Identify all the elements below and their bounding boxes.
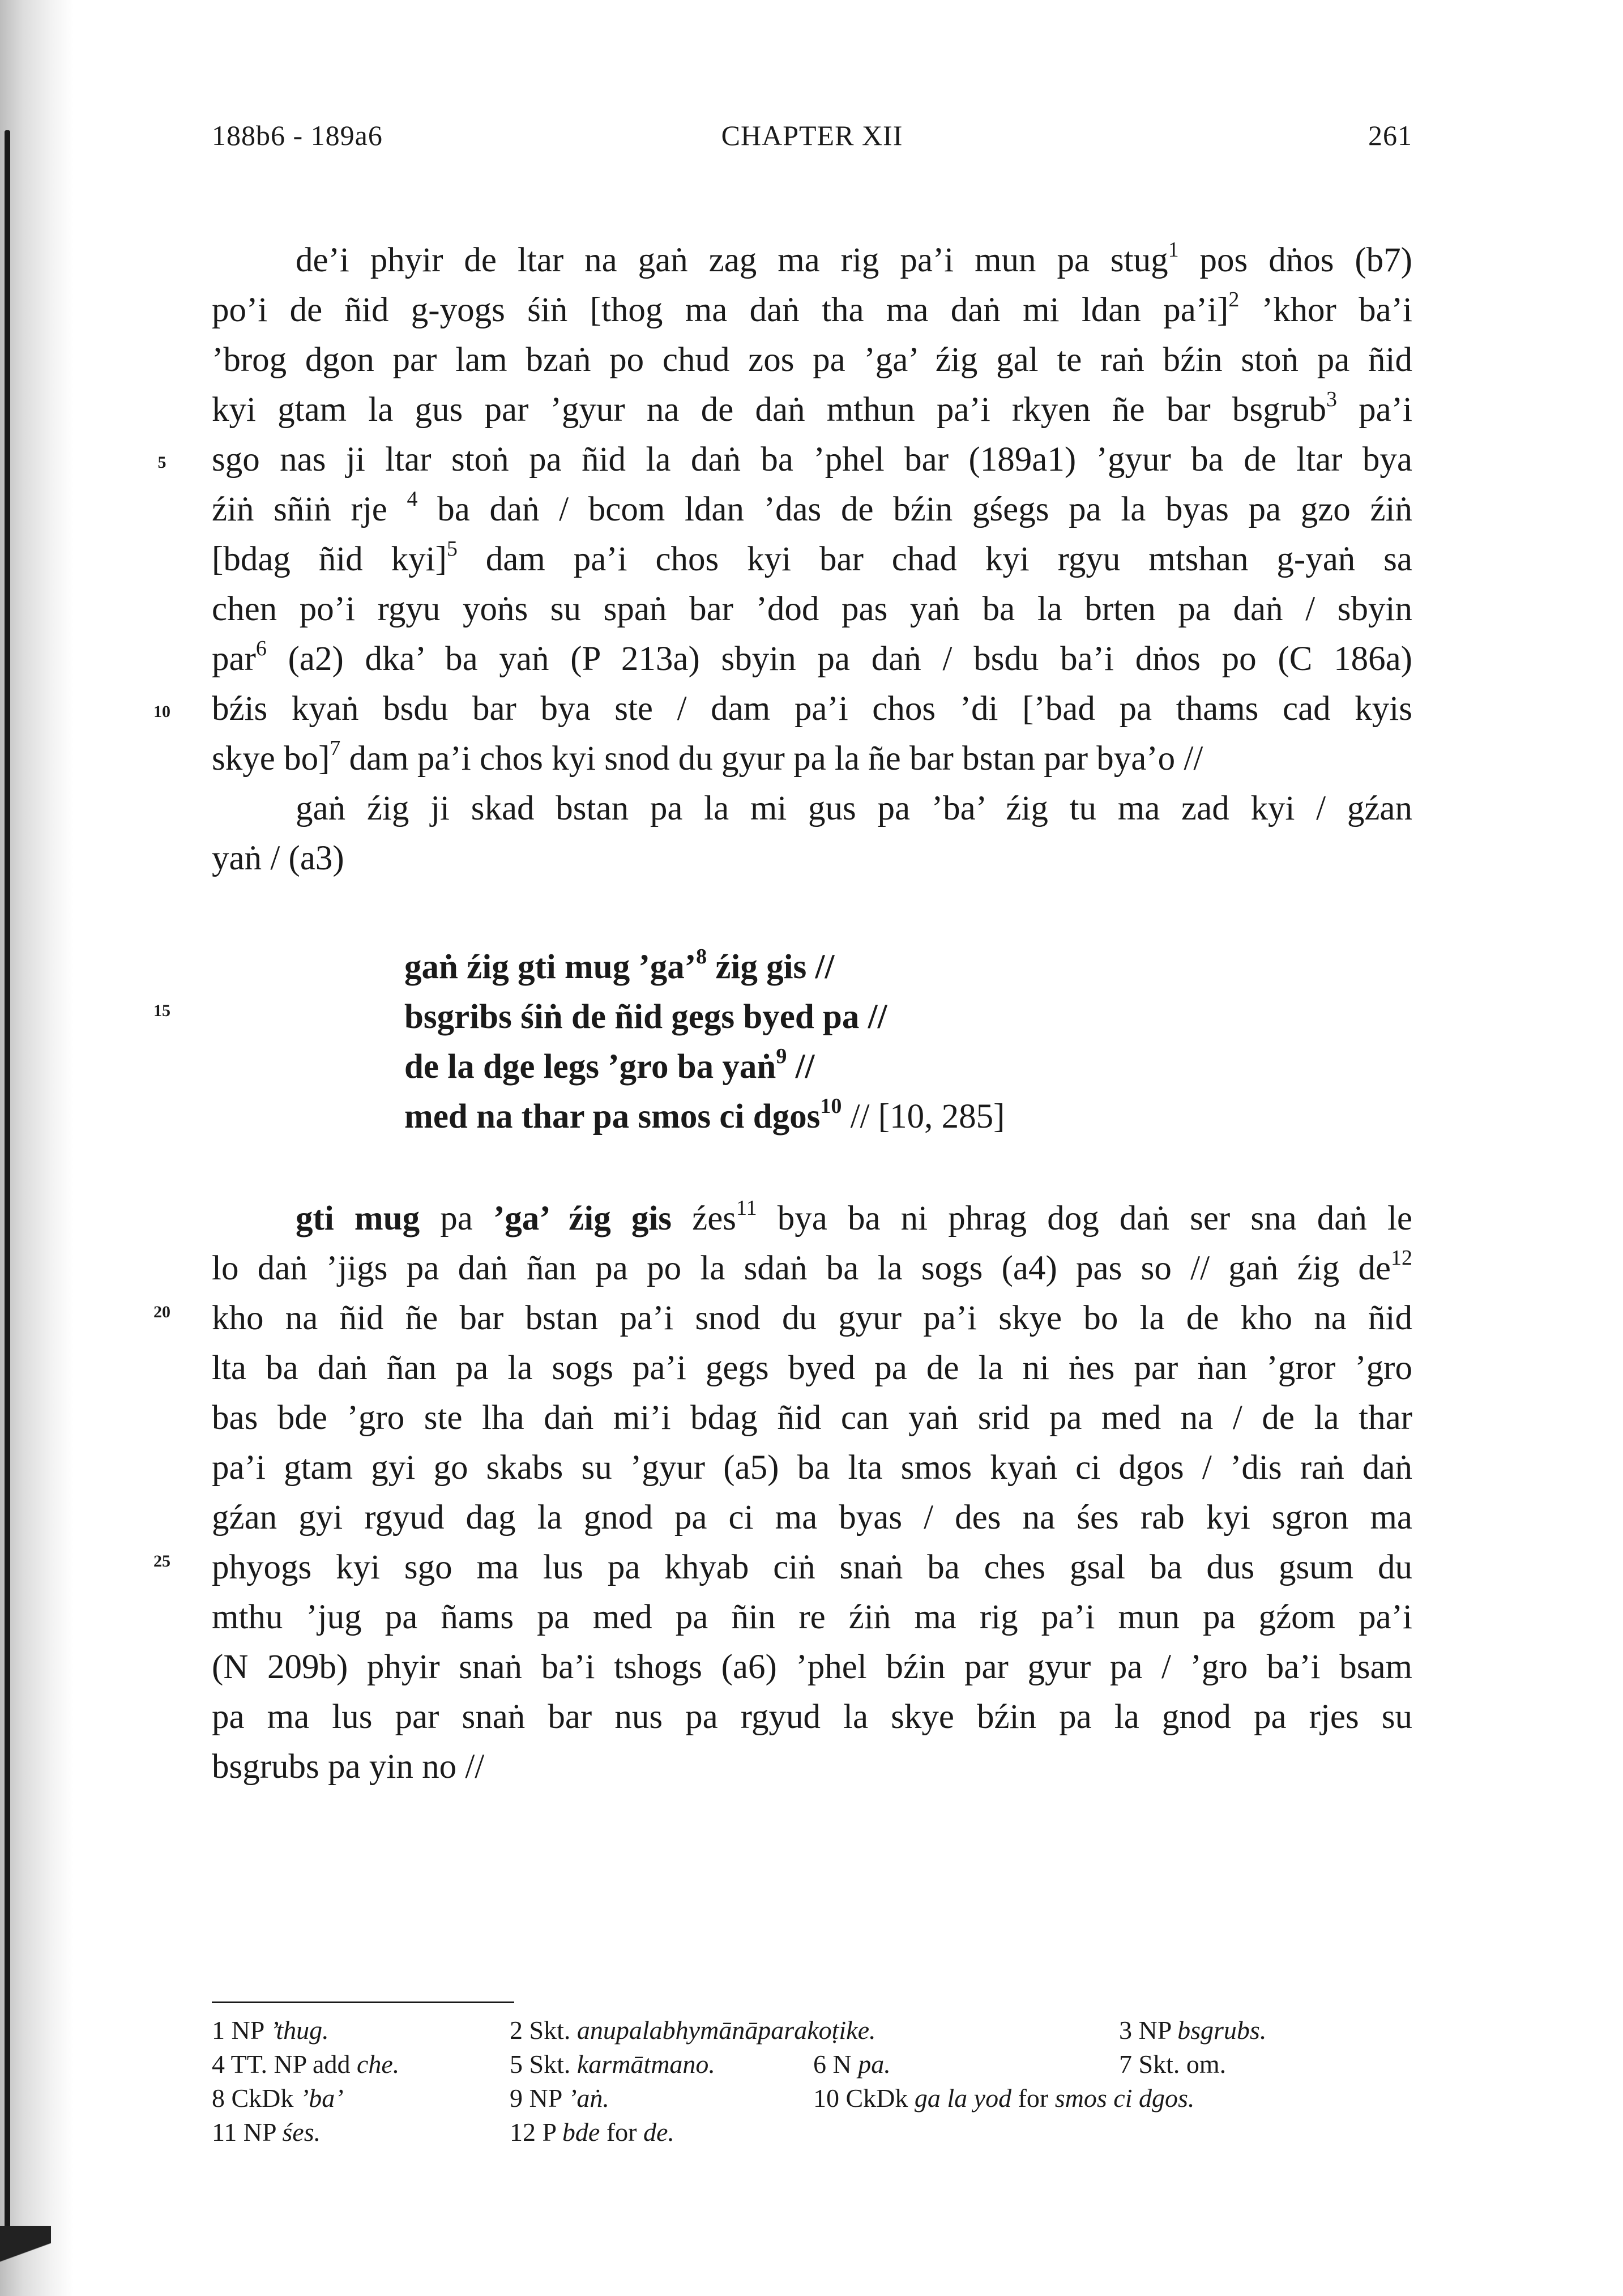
text-line: pa’i gtam gyi go skabs su ’gyur (a5) ba lta smos kyaṅ ci dgos / ’dis raṅ daṅ bbox=[212, 1449, 1412, 1487]
footnote-2: 2 Skt. anupalabhymānāparakoṭike. bbox=[510, 2016, 876, 2045]
chapter-title: CHAPTER XII bbox=[721, 120, 903, 151]
footnote-7: 7 Skt. om. bbox=[1119, 2050, 1227, 2079]
text-line: skye bo]$^7$ dam pa’i chos kyi snod du gyur pa la ñe bar bstan par bya’o // bbox=[212, 736, 1203, 778]
line-number-5: 5 bbox=[157, 453, 166, 472]
text-line: par$^6$ (a2) dka’ ba yaṅ (P 213a) sbyin pa daṅ / bsdu ba’i dṅos po (C 186a) bbox=[212, 637, 1412, 678]
text-line: lo daṅ ’jigs pa daṅ ñan pa po la sdaṅ ba la sogs (a4) pas so // gaṅ źig $de^{12}$ bbox=[212, 1246, 1412, 1287]
text-line: sgo nas ji ltar stoṅ pa ñid la daṅ ba ’phel bar (189a1) ’gyur ba de ltar bya bbox=[212, 441, 1412, 479]
footnote-1: 1 NP ’thug. bbox=[212, 2016, 329, 2045]
binding-edge bbox=[5, 130, 10, 2237]
footnote-6: 6 N pa. bbox=[813, 2050, 891, 2079]
footnote-9: 9 NP ’aṅ. bbox=[510, 2084, 609, 2113]
text-line: (N 209b) phyir snaṅ ba’i tshogs (a6) ’phel bźin par gyur pa / ’gro ba’i bsam bbox=[212, 1648, 1412, 1686]
text-line: kyi gtam la gus par ’gyur na de daṅ mthun pa’i rkyen ñe bar bsgrub$^3$ pa’i bbox=[212, 387, 1412, 429]
line-number-15: 15 bbox=[153, 1001, 170, 1020]
verse-reference: [10, 285] bbox=[869, 1098, 1005, 1136]
verse-line: gaṅ źig gti mug ’ga’$^8$ źig gis // bbox=[404, 945, 835, 986]
text-line: gti mug pa ’ga’ źig gis źes$^{11}$ bya ba ni phrag dog daṅ ser sna daṅ le bbox=[296, 1196, 1412, 1237]
running-header bbox=[212, 119, 1412, 164]
verse-line: med na thar pa smos ci dgos$^{10}$ // [10, 285] bbox=[404, 1094, 1005, 1136]
footnote-rule bbox=[212, 2001, 514, 2003]
footnote-ref: 12 bbox=[1391, 1246, 1412, 1270]
footnote-11: 11 NP śes. bbox=[212, 2118, 321, 2146]
footnote-ref: 7 bbox=[330, 736, 341, 760]
footnote-ref: 1 bbox=[1168, 238, 1179, 262]
footnote-4: 4 TT. NP add che. bbox=[212, 2050, 400, 2079]
text-line: lta ba daṅ ñan pa la sogs pa’i gegs byed pa de la ni ṅes par ṅan ’gror ’gro bbox=[212, 1349, 1412, 1387]
text-line: yaṅ / (a3) bbox=[212, 839, 344, 877]
line-number-25: 25 bbox=[153, 1552, 170, 1571]
verse-line: de la dge legs ’gro ba yaṅ$^9$ // bbox=[404, 1044, 815, 1086]
text-line: bźis kyaṅ bsdu bar bya ste / dam pa’i chos ’di [’bad pa thams cad kyis bbox=[212, 690, 1412, 728]
folio-range: 188b6 - 189a6 bbox=[212, 120, 383, 151]
footnote-ref: 5 bbox=[446, 537, 458, 561]
binding-corner bbox=[0, 2226, 51, 2296]
footnote-5: 5 Skt. karmātmano. bbox=[510, 2050, 715, 2079]
text-line: bsgrubs pa yin no // bbox=[212, 1748, 485, 1786]
binding-shadow bbox=[0, 0, 74, 2296]
line-number-10: 10 bbox=[153, 702, 170, 721]
text-line: de’i phyir de ltar na gaṅ zag ma rig pa’i mun pa stug$^1$ pos dṅos (b7) bbox=[296, 238, 1412, 279]
footnote-ref: 10 bbox=[820, 1094, 842, 1118]
footnote-10: 10 CkDk ga la yod for smos ci dgos. bbox=[813, 2084, 1195, 2113]
text-line: pa ma lus par snaṅ bar nus pa rgyud la skye bźin pa la gnod pa rjes su bbox=[212, 1698, 1412, 1736]
text-line: ’brog dgon par lam bzaṅ po chud zos pa ’ga’ źig gal te raṅ bźin stoṅ pa ñid bbox=[212, 341, 1412, 379]
line-number-20: 20 bbox=[153, 1303, 170, 1321]
footnote-ref: 3 bbox=[1326, 387, 1337, 411]
footnote-8: 8 CkDk ’ba’ bbox=[212, 2084, 344, 2113]
text-line: gaṅ źig ji skad bstan pa la mi gus pa ’ba’ źig tu ma zad kyi / gźan bbox=[296, 789, 1412, 827]
text-line: mthu ’jug pa ñams pa med pa ñin re źiṅ ma rig pa’i mun pa gźom pa’i bbox=[212, 1598, 1412, 1636]
footnote-12: 12 P bde for de. bbox=[510, 2118, 674, 2146]
footnote-ref: 2 bbox=[1228, 288, 1240, 311]
text-line: [bdag ñid kyi]$^5$ dam pa’i chos kyi bar chad kyi rgyu mtshan g-yaṅ sa bbox=[212, 537, 1412, 578]
text-line: kho na ñid ñe bar bstan pa’i snod du gyur pa’i skye bo la de kho na ñid bbox=[212, 1299, 1412, 1337]
text-line: bas bde ’gro ste lha daṅ mi’i bdag ñid can yaṅ srid pa med na / de la thar bbox=[212, 1399, 1412, 1437]
footnote-ref: 11 bbox=[736, 1196, 757, 1220]
text-line: chen po’i rgyu yoṅs su spaṅ bar ’dod pas yaṅ ba la brten pa daṅ / sbyin bbox=[212, 590, 1412, 628]
text-line: po’i de ñid g-yogs śiṅ [thog ma daṅ tha ma daṅ mi ldan pa’i]$^2$ ’khor ba’i bbox=[212, 288, 1412, 329]
footnote-ref: 9 bbox=[776, 1044, 787, 1068]
footnote-ref: 8 bbox=[696, 945, 707, 968]
text-line: phyogs kyi sgo ma lus pa khyab ciṅ snaṅ ba ches gsal ba dus gsum du bbox=[212, 1548, 1412, 1586]
footnote-ref: 4 bbox=[407, 487, 418, 511]
footnote-3: 3 NP bsgrubs. bbox=[1119, 2016, 1267, 2045]
footnote-ref: 6 bbox=[255, 637, 267, 660]
verse-line: bsgribs śiṅ de ñid gegs byed pa // bbox=[404, 998, 887, 1036]
text-line: źiṅ sñiṅ rje $^4$ ba daṅ / bcom ldan ’das de bźin gśegs pa la byas pa gzo źiṅ bbox=[212, 487, 1412, 528]
page-number: 261 bbox=[1368, 120, 1412, 151]
text-line: gźan gyi rgyud dag la gnod pa ci ma byas / des na śes rab kyi sgron ma bbox=[212, 1499, 1412, 1537]
